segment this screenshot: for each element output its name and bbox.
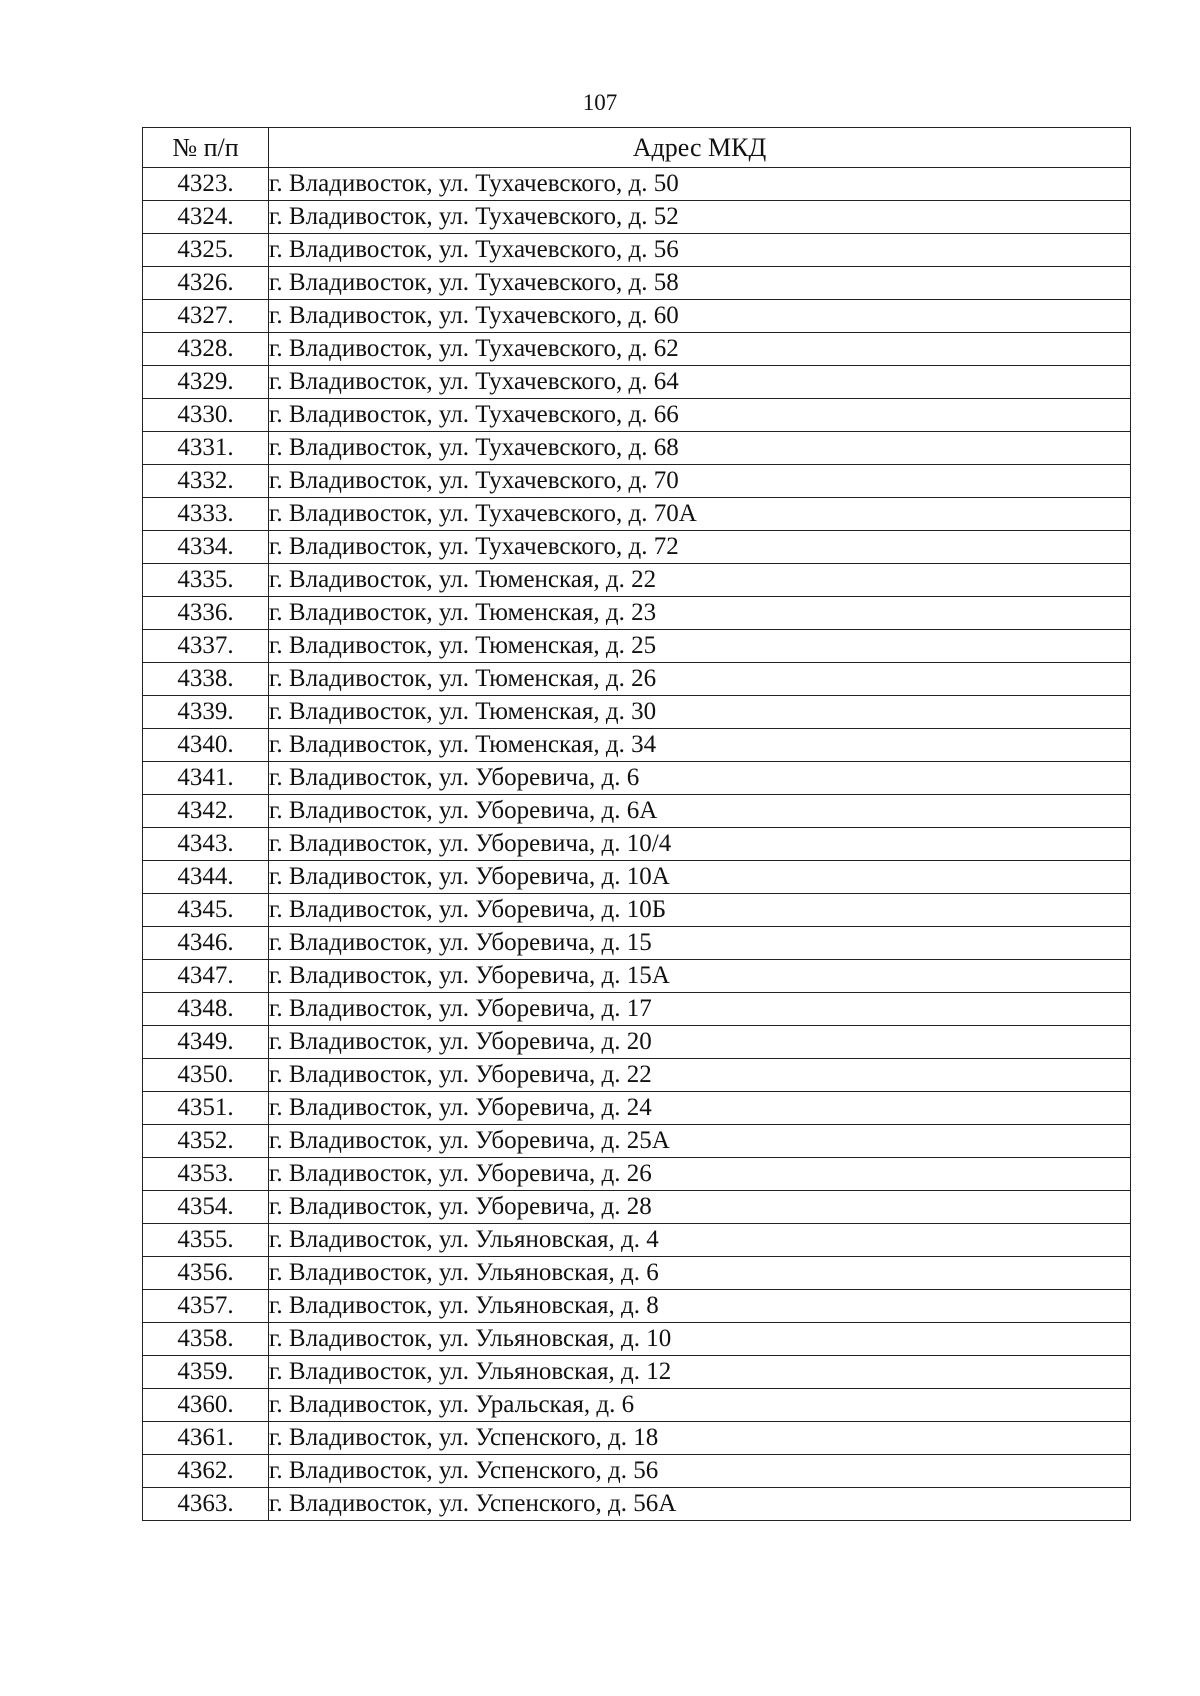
table-row — [143, 333, 1131, 366]
row-number: 4343. — [143, 828, 269, 861]
table-row — [143, 1389, 1131, 1422]
table-row — [143, 168, 1131, 201]
row-number: 4363. — [143, 1488, 269, 1521]
row-address: г. Владивосток, ул. Уборевича, д. 10Б — [269, 894, 1131, 927]
row-number: 4354. — [143, 1191, 269, 1224]
table-row — [143, 696, 1131, 729]
row-number: 4347. — [143, 960, 269, 993]
table-row — [143, 465, 1131, 498]
row-number: 4362. — [143, 1455, 269, 1488]
row-address: г. Владивосток, ул. Тухачевского, д. 72 — [269, 531, 1131, 564]
table-row — [143, 927, 1131, 960]
row-address: г. Владивосток, ул. Уборевича, д. 17 — [269, 993, 1131, 1026]
row-number: 4360. — [143, 1389, 269, 1422]
row-number: 4361. — [143, 1422, 269, 1455]
table-row — [143, 663, 1131, 696]
table-row — [143, 267, 1131, 300]
table-row — [143, 1092, 1131, 1125]
table-body — [143, 168, 1131, 1521]
column-header-number: № п/п — [143, 128, 269, 168]
table-row — [143, 1224, 1131, 1257]
table-row — [143, 432, 1131, 465]
table-row — [143, 531, 1131, 564]
row-number: 4352. — [143, 1125, 269, 1158]
table-row — [143, 729, 1131, 762]
row-address: г. Владивосток, ул. Тюменская, д. 30 — [269, 696, 1131, 729]
address-table — [142, 127, 1131, 1521]
table-row — [143, 828, 1131, 861]
row-number: 4358. — [143, 1323, 269, 1356]
row-address: г. Владивосток, ул. Ульяновская, д. 4 — [269, 1224, 1131, 1257]
table-row — [143, 366, 1131, 399]
row-address: г. Владивосток, ул. Тюменская, д. 26 — [269, 663, 1131, 696]
table-row — [143, 894, 1131, 927]
row-address: г. Владивосток, ул. Тухачевского, д. 66 — [269, 399, 1131, 432]
row-address: г. Владивосток, ул. Ульяновская, д. 12 — [269, 1356, 1131, 1389]
row-number: 4346. — [143, 927, 269, 960]
row-number: 4334. — [143, 531, 269, 564]
table-row — [143, 201, 1131, 234]
row-number: 4348. — [143, 993, 269, 1026]
table-row — [143, 300, 1131, 333]
row-number: 4323. — [143, 168, 269, 201]
row-address: г. Владивосток, ул. Тухачевского, д. 62 — [269, 333, 1131, 366]
row-number: 4331. — [143, 432, 269, 465]
table-row — [143, 1026, 1131, 1059]
table-row — [143, 993, 1131, 1026]
column-header-address: Адрес МКД — [269, 128, 1131, 168]
table-row — [143, 234, 1131, 267]
row-number: 4359. — [143, 1356, 269, 1389]
table-row — [143, 564, 1131, 597]
table-row — [143, 795, 1131, 828]
table-row — [143, 1422, 1131, 1455]
row-address: г. Владивосток, ул. Уборевича, д. 15А — [269, 960, 1131, 993]
table-header-row — [143, 128, 1131, 168]
row-number: 4324. — [143, 201, 269, 234]
row-number: 4345. — [143, 894, 269, 927]
row-address: г. Владивосток, ул. Тухачевского, д. 52 — [269, 201, 1131, 234]
row-address: г. Владивосток, ул. Тухачевского, д. 64 — [269, 366, 1131, 399]
row-address: г. Владивосток, ул. Уборевича, д. 24 — [269, 1092, 1131, 1125]
row-address: г. Владивосток, ул. Тухачевского, д. 60 — [269, 300, 1131, 333]
row-address: г. Владивосток, ул. Успенского, д. 56А — [269, 1488, 1131, 1521]
row-number: 4355. — [143, 1224, 269, 1257]
table-row — [143, 960, 1131, 993]
row-number: 4332. — [143, 465, 269, 498]
row-number: 4351. — [143, 1092, 269, 1125]
row-number: 4336. — [143, 597, 269, 630]
row-number: 4340. — [143, 729, 269, 762]
row-number: 4337. — [143, 630, 269, 663]
row-address: г. Владивосток, ул. Уборевича, д. 25А — [269, 1125, 1131, 1158]
row-address: г. Владивосток, ул. Ульяновская, д. 8 — [269, 1290, 1131, 1323]
row-number: 4327. — [143, 300, 269, 333]
row-number: 4338. — [143, 663, 269, 696]
row-number: 4333. — [143, 498, 269, 531]
row-number: 4329. — [143, 366, 269, 399]
table-row — [143, 630, 1131, 663]
row-address: г. Владивосток, ул. Уборевича, д. 6 — [269, 762, 1131, 795]
row-address: г. Владивосток, ул. Тюменская, д. 25 — [269, 630, 1131, 663]
row-number: 4349. — [143, 1026, 269, 1059]
row-number: 4353. — [143, 1158, 269, 1191]
row-address: г. Владивосток, ул. Уборевича, д. 10А — [269, 861, 1131, 894]
row-address: г. Владивосток, ул. Тухачевского, д. 50 — [269, 168, 1131, 201]
row-address: г. Владивосток, ул. Ульяновская, д. 6 — [269, 1257, 1131, 1290]
page-number: 107 — [582, 90, 618, 115]
row-number: 4342. — [143, 795, 269, 828]
row-address: г. Владивосток, ул. Уборевича, д. 26 — [269, 1158, 1131, 1191]
row-number: 4335. — [143, 564, 269, 597]
table-row — [143, 1257, 1131, 1290]
row-address: г. Владивосток, ул. Тюменская, д. 22 — [269, 564, 1131, 597]
row-address: г. Владивосток, ул. Тухачевского, д. 70 — [269, 465, 1131, 498]
row-address: г. Владивосток, ул. Уборевича, д. 20 — [269, 1026, 1131, 1059]
row-number: 4339. — [143, 696, 269, 729]
row-address: г. Владивосток, ул. Ульяновская, д. 10 — [269, 1323, 1131, 1356]
row-address: г. Владивосток, ул. Тухачевского, д. 68 — [269, 432, 1131, 465]
row-number: 4341. — [143, 762, 269, 795]
row-number: 4328. — [143, 333, 269, 366]
table-row — [143, 1158, 1131, 1191]
row-address: г. Владивосток, ул. Тюменская, д. 23 — [269, 597, 1131, 630]
row-address: г. Владивосток, ул. Уборевича, д. 15 — [269, 927, 1131, 960]
table-row — [143, 1356, 1131, 1389]
table-row — [143, 597, 1131, 630]
row-address: г. Владивосток, ул. Уборевича, д. 28 — [269, 1191, 1131, 1224]
row-address: г. Владивосток, ул. Тухачевского, д. 58 — [269, 267, 1131, 300]
table-row — [143, 1290, 1131, 1323]
row-address: г. Владивосток, ул. Уборевича, д. 22 — [269, 1059, 1131, 1092]
row-number: 4356. — [143, 1257, 269, 1290]
row-number: 4325. — [143, 234, 269, 267]
row-address: г. Владивосток, ул. Уральская, д. 6 — [269, 1389, 1131, 1422]
row-number: 4350. — [143, 1059, 269, 1092]
table-row — [143, 762, 1131, 795]
table-row — [143, 1323, 1131, 1356]
table-row — [143, 399, 1131, 432]
row-address: г. Владивосток, ул. Уборевича, д. 6А — [269, 795, 1131, 828]
row-number: 4330. — [143, 399, 269, 432]
table-row — [143, 498, 1131, 531]
table-row — [143, 1191, 1131, 1224]
row-number: 4344. — [143, 861, 269, 894]
row-address: г. Владивосток, ул. Тюменская, д. 34 — [269, 729, 1131, 762]
row-number: 4357. — [143, 1290, 269, 1323]
row-address: г. Владивосток, ул. Тухачевского, д. 70А — [269, 498, 1131, 531]
table-row — [143, 861, 1131, 894]
table-row — [143, 1455, 1131, 1488]
table-row — [143, 1488, 1131, 1521]
row-address: г. Владивосток, ул. Успенского, д. 18 — [269, 1422, 1131, 1455]
table-row — [143, 1125, 1131, 1158]
row-number: 4326. — [143, 267, 269, 300]
row-address: г. Владивосток, ул. Успенского, д. 56 — [269, 1455, 1131, 1488]
table-row — [143, 1059, 1131, 1092]
row-address: г. Владивосток, ул. Тухачевского, д. 56 — [269, 234, 1131, 267]
row-address: г. Владивосток, ул. Уборевича, д. 10/4 — [269, 828, 1131, 861]
